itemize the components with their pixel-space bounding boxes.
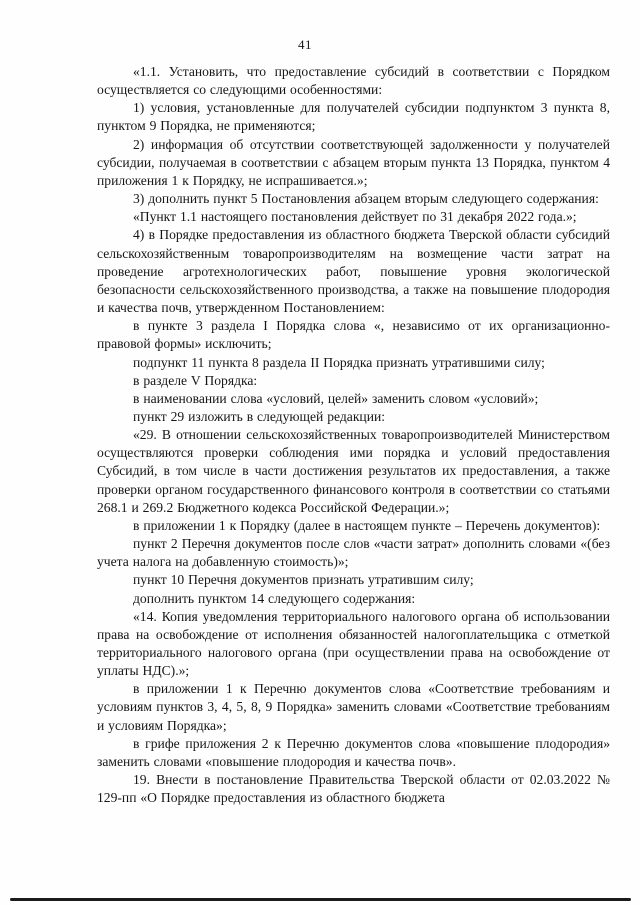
paragraph: «29. В отношении сельскохозяйственных товаропроизводителей Министерством осуществляются проверки соблюдения ими порядка и условий предоставления Субсидий, в том числе в части достижения результатов их предоставления, а также проверки органом государственного финансового контроля в соответствии со статьями 268.1 и 269.2 Бюджетного кодекса Российской Федерации.»;: [97, 427, 610, 515]
paragraph: «14. Копия уведомления территориального налогового органа об использовании права на освобождение от исполнения обязанностей налогоплательщика с отметкой территориального налогового органа (при осуществлении права на освобождение от уплаты НДС).»;: [97, 608, 610, 679]
paragraph: подпункт 11 пункта 8 раздела II Порядка признать утратившими силу;: [133, 354, 545, 370]
paragraph: в наименовании слова «условий, целей» заменить словом «условий»;: [133, 390, 539, 406]
paragraph: в грифе приложения 2 к Перечню документов слова «повышение плодородия» заменить словами «повышение плодородия и качества почв».: [97, 735, 610, 769]
scan-edge-line: [10, 898, 631, 901]
document-body: [97, 63, 610, 807]
paragraph: 1) условия, установленные для получателей субсидии подпунктом 3 пункта 8, пунктом 9 Порядка, не применяются;: [97, 100, 610, 134]
paragraph: пункт 10 Перечня документов признать утратившим силу;: [133, 572, 474, 588]
paragraph: пункт 29 изложить в следующей редакции:: [133, 408, 386, 424]
paragraph: дополнить пунктом 14 следующего содержания:: [133, 590, 416, 606]
paragraph: «Пункт 1.1 настоящего постановления действует по 31 декабря 2022 года.»;: [133, 209, 577, 225]
paragraph: 19. Внести в постановление Правительства Тверской области от 02.03.2022 № 129-пп «О Порядке предоставления из областного бюджета: [97, 772, 610, 806]
paragraph: 2) информация об отсутствии соответствующей задолженности у получателей субсидии, получаемая в соответствии с абзацем вторым пункта 13 Порядка, пунктом 4 приложения 1 к Порядку, не испрашивается.»;: [97, 136, 610, 188]
paragraph: в приложении 1 к Порядку (далее в настоящем пункте – Перечень документов):: [133, 517, 601, 533]
paragraph: в приложении 1 к Перечню документов слова «Соответствие требованиям и условиям пунктов 3, 4, 5, 8, 9 Порядка» заменить словами «Соответствие требованиям и условиям Порядка»;: [97, 681, 610, 733]
paragraph: 4) в Порядке предоставления из областного бюджета Тверской области субсидий сельскохозяйственным товаропроизводителям на возмещение части затрат на проведение агротехнологических работ, повышение уровня экологической безопасности сельскохозяйственного производства, а также на повышение плодородия и качества почв, утвержденном Постановлением:: [97, 227, 610, 316]
paragraph: «1.1. Установить, что предоставление субсидий в соответствии с Порядком осуществляется со следующими особенностями:: [97, 64, 610, 98]
paragraph: пункт 2 Перечня документов после слов «части затрат» дополнить словами «(без учета налога на добавленную стоимость)»;: [97, 536, 610, 570]
paragraph: 3) дополнить пункт 5 Постановления абзацем вторым следующего содержания:: [133, 191, 599, 207]
page-number: 41: [298, 37, 312, 52]
paragraph: в пункте 3 раздела I Порядка слова «, независимо от их организационно-правовой формы» исключить;: [97, 318, 610, 352]
paragraph: в разделе V Порядка:: [133, 372, 258, 388]
